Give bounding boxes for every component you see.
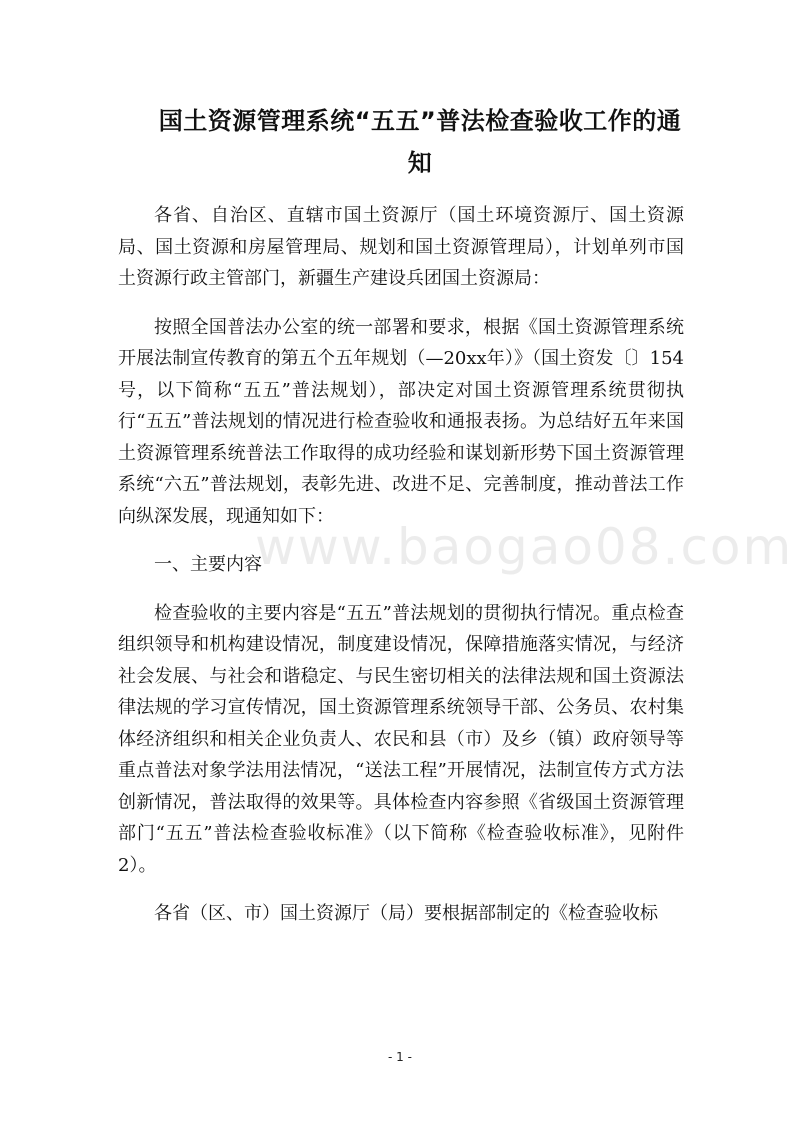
watermark: www.baogao08.com: [255, 518, 794, 576]
section-heading: 一、主要内容: [154, 554, 262, 575]
page-number: - 1 -: [388, 1050, 412, 1064]
body-paragraph: 检查验收的主要内容是“五五”普法规划的贯彻执行情况。重点检查组织领导和机构建设情况，制度建设情况，保障措施落实情况，与经济社会发展、与社会和谐稳定、与民生密切相关的法律法规和国土资源法律法规的学习宣传情况，国土资源管理系统领导干部、公务员、农村集体经济组织和相关企业负责人、农民和县（市）及乡（镇）政府领导等重点普法对象学法用法情况，“送法工程”开展情况，法制宣传方式方法创新情况，普法取得的效果等。具体检查内容参照《省级国土资源管理部门“五五”普法检查验收标准》（以下简称《检查验收标准》，见附件2）。: [118, 602, 684, 876]
body-paragraph: 按照全国普法办公室的统一部署和要求，根据《国土资源管理系统开展法制宣传教育的第五个五年规划（—20xx年）》（国土资发〔〕154号，以下简称“五五”普法规划），部决定对国土资源管理系统贯彻执行“五五”普法规划的情况进行检查验收和通报表扬。为总结好五年来国土资源管理系统普法工作取得的成功经验和谋划新形势下国土资源管理系统“六五”普法规划，表彰先进、改进不足、完善制度，推动普法工作向纵深发展，现通知如下：: [118, 316, 684, 527]
document-body: [118, 200, 684, 947]
body-paragraph: 各省、自治区、直辖市国土资源厅（国土环境资源厅、国土资源局、国土资源和房屋管理局、规划和国土资源管理局），计划单列市国土资源行政主管部门，新疆生产建设兵团国土资源局：: [118, 205, 684, 289]
body-paragraph: 各省（区、市）国土资源厅（局）要根据部制定的《检查验收标: [154, 903, 658, 924]
document-title: 国土资源管理系统“五五”普法检查验收工作的通知: [158, 107, 682, 177]
